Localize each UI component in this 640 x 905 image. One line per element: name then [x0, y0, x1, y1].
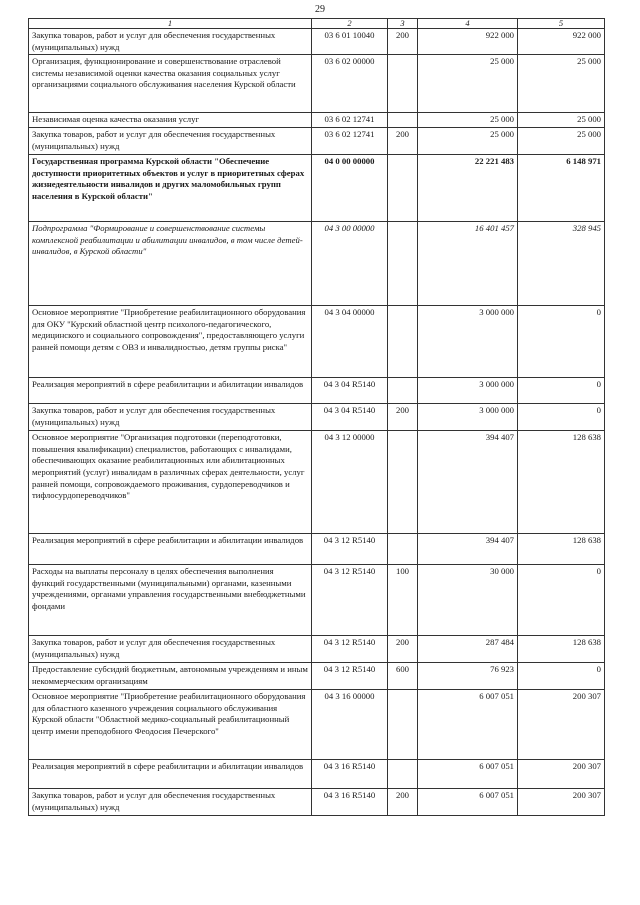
row-value-4-cell: 922 000 — [418, 29, 518, 55]
row-type-cell: 200 — [388, 404, 418, 431]
row-value-4-cell: 6 007 051 — [418, 690, 518, 760]
row-type-cell — [388, 306, 418, 378]
row-code-cell: 04 3 16 R5140 — [312, 760, 388, 789]
row-name-cell: Независимая оценка качества оказания услуг — [29, 113, 312, 128]
row-code-cell: 04 3 12 00000 — [312, 431, 388, 534]
row-code-cell: 04 3 12 R5140 — [312, 565, 388, 636]
row-value-5-cell: 0 — [518, 378, 605, 404]
row-value-4-cell: 287 484 — [418, 636, 518, 663]
row-code-cell: 04 0 00 00000 — [312, 155, 388, 222]
table-row — [29, 690, 605, 760]
row-value-5-cell: 0 — [518, 404, 605, 431]
row-type-cell — [388, 690, 418, 760]
row-code-cell: 03 6 01 10040 — [312, 29, 388, 55]
row-name-cell: Закупка товаров, работ и услуг для обеспечения государственных (муниципальных) нужд — [29, 29, 312, 55]
row-value-4-cell: 3 000 000 — [418, 404, 518, 431]
row-value-5-cell: 25 000 — [518, 55, 605, 113]
row-type-cell — [388, 431, 418, 534]
row-name-cell: Закупка товаров, работ и услуг для обеспечения государственных (муниципальных) нужд — [29, 128, 312, 155]
row-type-cell — [388, 534, 418, 565]
row-value-4-cell: 394 407 — [418, 534, 518, 565]
table-row — [29, 565, 605, 636]
row-code-cell: 04 3 16 R5140 — [312, 789, 388, 816]
row-name-cell: Реализация мероприятий в сфере реабилитации и абилитации инвалидов — [29, 534, 312, 565]
table-body — [29, 29, 605, 816]
row-name-cell: Реализация мероприятий в сфере реабилитации и абилитации инвалидов — [29, 378, 312, 404]
row-value-4-cell: 6 007 051 — [418, 760, 518, 789]
table-row — [29, 55, 605, 113]
row-name-cell: Государственная программа Курской области "Обеспечение доступности приоритетных объектов и услуг в приоритетных сферах жизнедеятельности инвалидов и других маломобильных групп населения в Курской области" — [29, 155, 312, 222]
row-value-4-cell: 25 000 — [418, 113, 518, 128]
row-type-cell — [388, 222, 418, 306]
row-type-cell — [388, 55, 418, 113]
row-code-cell: 04 3 12 R5140 — [312, 663, 388, 690]
table-row — [29, 534, 605, 565]
header-col-1: 1 — [29, 19, 312, 29]
header-col-2: 2 — [312, 19, 388, 29]
row-code-cell: 04 3 04 R5140 — [312, 378, 388, 404]
row-code-cell: 04 3 04 R5140 — [312, 404, 388, 431]
row-value-4-cell: 30 000 — [418, 565, 518, 636]
row-type-cell: 200 — [388, 636, 418, 663]
row-type-cell: 200 — [388, 29, 418, 55]
row-type-cell: 100 — [388, 565, 418, 636]
budget-table — [28, 18, 605, 816]
table-row — [29, 378, 605, 404]
row-code-cell: 03 6 02 12741 — [312, 113, 388, 128]
table-row — [29, 663, 605, 690]
row-type-cell — [388, 760, 418, 789]
row-value-4-cell: 25 000 — [418, 128, 518, 155]
table-row — [29, 113, 605, 128]
row-name-cell: Основное мероприятие "Приобретение реабилитационного оборудования для областного казенного учреждения социального обслуживания Курской области "Областной медико-социальный реабилитационный центр имени преподобного Феодосия Печерского" — [29, 690, 312, 760]
row-type-cell: 200 — [388, 128, 418, 155]
row-value-5-cell: 128 638 — [518, 431, 605, 534]
row-value-5-cell: 200 307 — [518, 760, 605, 789]
table-row — [29, 789, 605, 816]
row-name-cell: Расходы на выплаты персоналу в целях обеспечения выполнения функций государственными (муниципальными) органами, казенными учреждениями, органами управления государственными внебюджетными фондами — [29, 565, 312, 636]
row-value-5-cell: 25 000 — [518, 113, 605, 128]
row-name-cell: Предоставление субсидий бюджетным, автономным учреждениям и иным некоммерческим организациям — [29, 663, 312, 690]
table-row — [29, 222, 605, 306]
row-value-5-cell: 128 638 — [518, 534, 605, 565]
row-type-cell: 200 — [388, 789, 418, 816]
table-row — [29, 636, 605, 663]
table-row — [29, 431, 605, 534]
table-row — [29, 128, 605, 155]
row-code-cell: 03 6 02 12741 — [312, 128, 388, 155]
row-type-cell — [388, 113, 418, 128]
row-value-5-cell: 200 307 — [518, 789, 605, 816]
row-value-4-cell: 3 000 000 — [418, 306, 518, 378]
header-col-4: 4 — [418, 19, 518, 29]
row-value-4-cell: 76 923 — [418, 663, 518, 690]
row-code-cell: 04 3 16 00000 — [312, 690, 388, 760]
row-value-5-cell: 200 307 — [518, 690, 605, 760]
row-value-5-cell: 25 000 — [518, 128, 605, 155]
row-name-cell: Основное мероприятие "Организация подготовки (переподготовки, повышения квалификации) специалистов, работающих с инвалидами, обеспечивающих оказание реабилитационных или абилитационных мероприятий (услуг) инвалидам в различных сферах деятельности, услуг ранней помощи, сопровождаемого проживания, сурдопереводчиков и тифлосурдопереводчиков" — [29, 431, 312, 534]
row-value-4-cell: 25 000 — [418, 55, 518, 113]
row-value-4-cell: 3 000 000 — [418, 378, 518, 404]
row-name-cell: Закупка товаров, работ и услуг для обеспечения государственных (муниципальных) нужд — [29, 404, 312, 431]
row-type-cell — [388, 378, 418, 404]
table-row — [29, 404, 605, 431]
row-name-cell: Организация, функционирование и совершенствование отраслевой системы независимой оценки качества оказания социальных услуг организациями социального обслуживания населения Курской области — [29, 55, 312, 113]
table-row — [29, 29, 605, 55]
row-value-5-cell: 328 945 — [518, 222, 605, 306]
row-value-5-cell: 0 — [518, 306, 605, 378]
row-name-cell: Подпрограмма "Формирование и совершенствование системы комплексной реабилитации и абилитации инвалидов, в том числе детей-инвалидов, в Курской области" — [29, 222, 312, 306]
table-row — [29, 306, 605, 378]
header-col-3: 3 — [388, 19, 418, 29]
row-value-4-cell: 6 007 051 — [418, 789, 518, 816]
page-number: 29 — [315, 4, 325, 15]
row-value-5-cell: 6 148 971 — [518, 155, 605, 222]
row-code-cell: 04 3 04 00000 — [312, 306, 388, 378]
header-row — [29, 19, 605, 29]
row-type-cell: 600 — [388, 663, 418, 690]
header-col-5: 5 — [518, 19, 605, 29]
row-name-cell: Закупка товаров, работ и услуг для обеспечения государственных (муниципальных) нужд — [29, 636, 312, 663]
row-value-4-cell: 394 407 — [418, 431, 518, 534]
row-name-cell: Реализация мероприятий в сфере реабилитации и абилитации инвалидов — [29, 760, 312, 789]
row-name-cell: Закупка товаров, работ и услуг для обеспечения государственных (муниципальных) нужд — [29, 789, 312, 816]
row-value-4-cell: 16 401 457 — [418, 222, 518, 306]
row-value-5-cell: 128 638 — [518, 636, 605, 663]
row-value-5-cell: 922 000 — [518, 29, 605, 55]
row-name-cell: Основное мероприятие "Приобретение реабилитационного оборудования для ОКУ "Курский областной центр психолого-педагогического, медицинского и социального сопровождения", предоставляющего услуги ранней помощи детям с ОВЗ и инвалидностью, детям группы риска" — [29, 306, 312, 378]
row-type-cell — [388, 155, 418, 222]
table-row — [29, 155, 605, 222]
row-code-cell: 04 3 12 R5140 — [312, 534, 388, 565]
row-code-cell: 03 6 02 00000 — [312, 55, 388, 113]
table-row — [29, 760, 605, 789]
row-code-cell: 04 3 12 R5140 — [312, 636, 388, 663]
row-value-5-cell: 0 — [518, 663, 605, 690]
row-value-4-cell: 22 221 483 — [418, 155, 518, 222]
row-value-5-cell: 0 — [518, 565, 605, 636]
row-code-cell: 04 3 00 00000 — [312, 222, 388, 306]
